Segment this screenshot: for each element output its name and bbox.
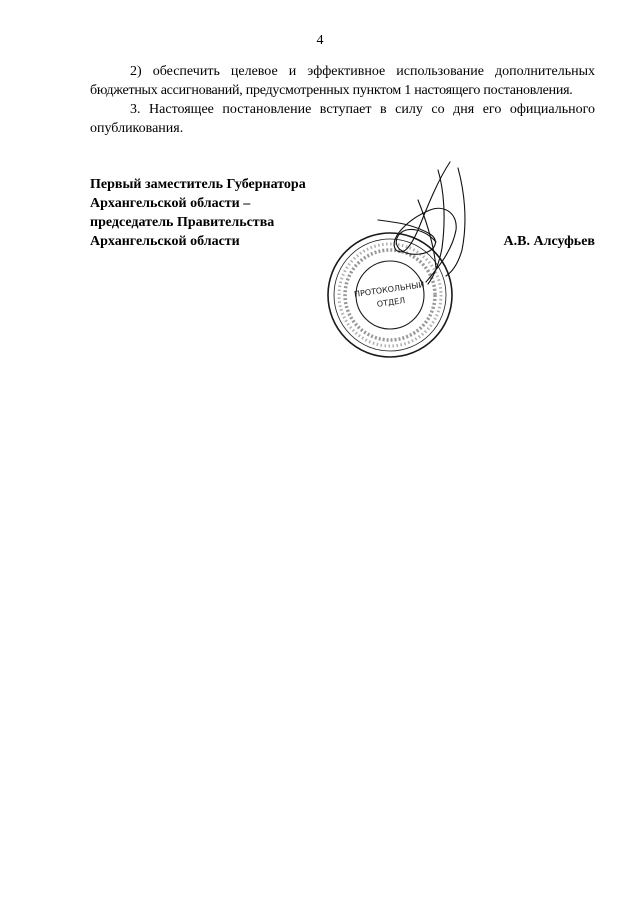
paragraph-item-3-line-1: 3. Настоящее постановление вступает в силу со дня его официального [130, 102, 595, 117]
signatory-title-line: Архангельской области – [90, 196, 251, 211]
official-seal-with-signature [318, 160, 483, 370]
signatory-title-line: Первый заместитель Губернатора [90, 177, 306, 192]
paragraph-item-2-line-1: 2) обеспечить целевое и эффективное использование дополнительных [130, 64, 595, 79]
signatory-title-line: председатель Правительства [90, 215, 275, 230]
seal-center-text-line-2: ОТДЕЛ [376, 295, 406, 309]
signature-icon [378, 162, 465, 284]
signatory-title-line: Архангельской области [90, 234, 240, 249]
signatory-title [90, 175, 350, 251]
paragraph-item-3-line-2: опубликования. [90, 121, 184, 136]
seal-center-text-line-1: ПРОТОКОЛЬНЫЙ [353, 280, 425, 299]
signatory-name: А.В. Алсуфьев [503, 234, 595, 249]
page-number: 4 [316, 33, 324, 48]
paragraph-item-2-line-2: бюджетных ассигнований, предусмотренных пунктом 1 настоящего постановления. [90, 83, 573, 98]
